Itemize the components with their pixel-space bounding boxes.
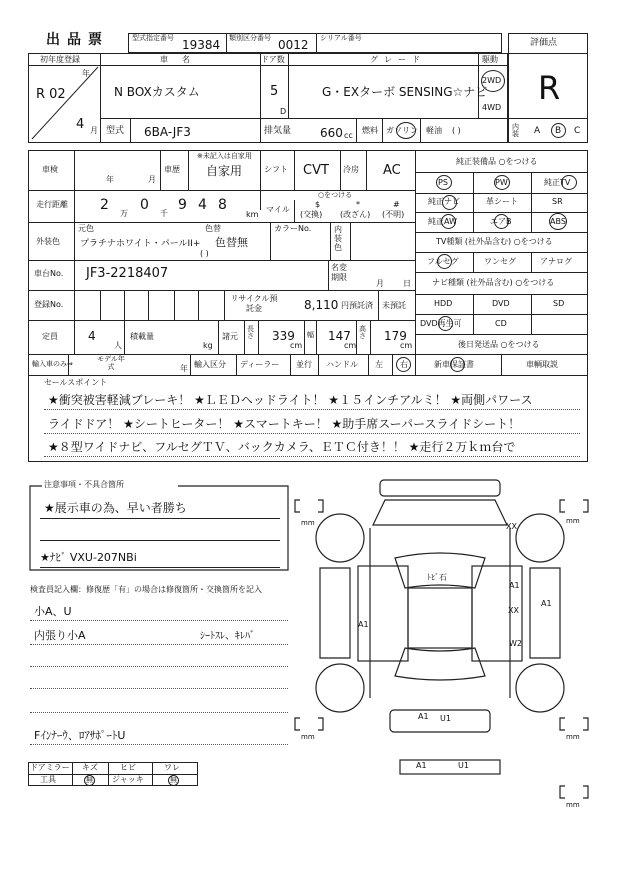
capacity-value: 4 bbox=[88, 329, 96, 343]
history-label: 車歴 bbox=[164, 165, 180, 174]
mile-label: マイル bbox=[266, 205, 290, 214]
displacement-value: 660 bbox=[320, 126, 343, 140]
notes-label: 注意事項・不具合箇所 bbox=[44, 480, 124, 489]
change-paren: ( ) bbox=[200, 249, 209, 258]
navi-dvdplay: DVD再生可 bbox=[420, 319, 462, 328]
color-label: 外装色 bbox=[36, 237, 60, 246]
mm-unit-2: mm bbox=[566, 517, 580, 525]
first-reg-year: R 02 bbox=[36, 87, 66, 102]
inspector-line-2b: ｼｰﾄｽﾚ、ｷﾚﾊﾞ bbox=[200, 631, 255, 642]
diagram-mark-a1-r1: A1 bbox=[509, 581, 520, 590]
equip-navi: 純正ナビ bbox=[428, 197, 460, 206]
doors-value: 5 bbox=[270, 84, 279, 99]
model-cert-no: 19384 bbox=[182, 38, 221, 52]
legend-jack: ジャッキ bbox=[112, 775, 144, 784]
interior-c: C bbox=[574, 126, 581, 136]
diagram-mark-tobiishi: ﾄﾋﾞ石 bbox=[427, 573, 447, 582]
vehicle-diagram bbox=[290, 478, 595, 808]
equip-pw: PW bbox=[495, 178, 508, 187]
import-div-label: 輸入区分 bbox=[194, 360, 226, 369]
not-deposited: 未預託 bbox=[382, 301, 406, 310]
import-label: 輸入車のみ⇒ bbox=[32, 360, 73, 368]
class-label: 類別区分番号 bbox=[229, 34, 271, 42]
load-kg: kg bbox=[203, 341, 213, 350]
interior-color-label: 内装色 bbox=[334, 225, 342, 252]
diagram-mark-a1-rear: A1 bbox=[418, 712, 429, 721]
navi-cd: CD bbox=[495, 319, 507, 328]
opt1-sym: $ bbox=[315, 200, 321, 209]
model-year-label: モデル年式 bbox=[97, 355, 125, 371]
orig-color-value: プラチナホワイト・パールII+ bbox=[80, 239, 201, 249]
handle-right: 右 bbox=[400, 360, 408, 369]
legend-tools: 工具 bbox=[40, 775, 56, 784]
equip-aw: 純正AW bbox=[428, 217, 457, 226]
diagram-mark-xx-top: XX bbox=[506, 522, 517, 531]
chassis-label: 車台No. bbox=[34, 269, 64, 278]
chassis-value: JF3-2218407 bbox=[86, 266, 169, 281]
mileage-d5: 8 bbox=[218, 197, 227, 213]
equip-leather: 革シート bbox=[486, 197, 518, 206]
mileage-km: km bbox=[246, 210, 259, 219]
sales-line-1: ★衝突被害軽減ブレーキ！ ★ＬＥＤヘッドライト！ ★１５インチアルミ！ ★両側パワース bbox=[48, 393, 533, 407]
legend-crack: ヒビ bbox=[120, 763, 136, 772]
document-title: 出品票 bbox=[46, 32, 109, 48]
inspector-line-1: 小A、U bbox=[34, 605, 72, 618]
light-oil-value: ( ) bbox=[452, 126, 461, 135]
drive-4wd: 4WD bbox=[482, 103, 502, 112]
cc-unit: cc bbox=[344, 131, 353, 140]
diagram-mark-a1-bumper: A1 bbox=[416, 761, 427, 770]
model-cert-label: 型式指定番号 bbox=[132, 34, 174, 42]
mileage-d2: 0 bbox=[140, 197, 149, 213]
capacity-label: 定員 bbox=[42, 332, 58, 341]
height-label: 高さ bbox=[359, 325, 366, 340]
interior-label: 内装 bbox=[512, 123, 519, 138]
name-change-day: 日 bbox=[403, 279, 411, 288]
shaken-year-unit: 年 bbox=[106, 175, 114, 184]
diagram-mark-a1-r2: A1 bbox=[541, 599, 552, 608]
recycle-value: 8,110 bbox=[304, 298, 339, 312]
legend-break: ワレ bbox=[164, 763, 180, 772]
height-value: 179 bbox=[384, 329, 407, 343]
equip-airbag: エアB bbox=[490, 217, 512, 226]
notes-line-2: ★ﾅﾋﾞ VXU-207NBi bbox=[40, 551, 137, 564]
score-label: 評価点 bbox=[530, 38, 558, 48]
notes-line-1: ★展示車の為、早い者勝ち bbox=[44, 501, 187, 515]
mm-unit-1: mm bbox=[301, 519, 315, 527]
opt2-sym: * bbox=[356, 200, 360, 209]
shaken-label: 車検 bbox=[42, 165, 58, 174]
grade-value: G・EXターボ SENSING☆ナビ bbox=[322, 85, 488, 99]
capacity-unit: 人 bbox=[114, 341, 122, 350]
class-no: 0012 bbox=[278, 38, 309, 52]
parallel: 並行 bbox=[296, 360, 312, 369]
recycle-label: リサイクル預託金 bbox=[230, 294, 278, 313]
mileage-circle-note: ○をつける bbox=[318, 191, 353, 199]
opt3-text: (不明) bbox=[382, 210, 405, 219]
tv-oneseg: ワンセグ bbox=[484, 257, 516, 266]
serial-label: シリアル番号 bbox=[320, 34, 362, 42]
history-value: 自家用 bbox=[206, 164, 243, 178]
car-name-label: 車名 bbox=[160, 55, 204, 64]
mileage-d3: 9 bbox=[178, 197, 187, 213]
opt2-text: (改ざん) bbox=[340, 210, 371, 219]
doors-label: ドア数 bbox=[261, 55, 285, 64]
recycle-suffix: 円預託済 bbox=[341, 301, 373, 310]
later-warranty: 新車保証書 bbox=[434, 360, 474, 369]
displacement-label: 排気量 bbox=[264, 126, 292, 136]
navi-sd: SD bbox=[553, 299, 565, 308]
diagram-mark-u1-rear: U1 bbox=[440, 714, 451, 723]
legend-door-mirror: ドアミラー bbox=[30, 763, 70, 772]
width-cm: cm bbox=[344, 341, 357, 350]
equip-tv: 純正TV bbox=[544, 178, 571, 187]
sales-point-label: セールスポイント bbox=[44, 378, 108, 387]
length-cm: cm bbox=[290, 341, 303, 350]
first-reg-month: 4 bbox=[76, 117, 85, 132]
tv-header: TV種類 (社外品含む) ○をつける bbox=[436, 237, 553, 246]
navi-header: ナビ種類 (社外品含む) ○をつける bbox=[432, 278, 555, 287]
diagram-mark-xx-r: XX bbox=[508, 606, 519, 615]
length-value: 339 bbox=[272, 329, 295, 343]
equip-abs: ABS bbox=[550, 217, 566, 226]
drive-label: 駆動 bbox=[482, 55, 498, 64]
opt1-text: (交換) bbox=[300, 210, 323, 219]
model-value: 6BA-JF3 bbox=[144, 125, 191, 139]
name-change-month: 月 bbox=[376, 279, 384, 288]
inspector-line-3: Fｲﾝﾅｰｳ、ﾛｱｻﾎﾟｰﾄU bbox=[34, 729, 126, 742]
equip-ps: PS bbox=[438, 178, 448, 187]
color-no-label: カラーNo. bbox=[274, 224, 312, 233]
mm-unit-3: mm bbox=[301, 733, 315, 741]
grade-label: グレード bbox=[370, 55, 426, 64]
inspector-line-2: 内張り小A bbox=[34, 629, 86, 642]
change-color-value: 色替無 bbox=[215, 236, 248, 249]
diagram-mark-w2: W2 bbox=[509, 639, 522, 648]
light-oil-label: 軽油 bbox=[426, 126, 442, 135]
dealer: ディーラー bbox=[240, 360, 280, 369]
car-name: N BOXカスタム bbox=[114, 85, 200, 99]
inspector-label: 検査員記入欄：修復歴「有」の場合は修復箇所・交換箇所を記入 bbox=[30, 585, 262, 594]
height-cm: cm bbox=[400, 341, 413, 350]
model-label: 型式 bbox=[106, 126, 125, 136]
reg-no-label: 登録No. bbox=[34, 300, 64, 309]
aircon-value: AC bbox=[383, 163, 401, 178]
history-note: ※未記入は自家用 bbox=[197, 152, 252, 160]
handle-left: 左 bbox=[375, 360, 383, 369]
handle-label: ハンドル bbox=[326, 360, 358, 369]
diagram-mark-a1-l: A1 bbox=[358, 620, 369, 629]
legend-tools-value: 無 bbox=[86, 776, 93, 784]
mileage-label: 走行距離 bbox=[36, 200, 68, 209]
tv-fullseg: フルセグ bbox=[427, 257, 459, 266]
fuel-label: 燃料 bbox=[362, 126, 378, 135]
sales-line-3: ★８型ワイドナビ、フルセグＴＶ、バックカメラ、ＥＴＣ付き！！ ★走行２万ｋｍ台で bbox=[48, 440, 516, 454]
later-manual: 車輌取説 bbox=[526, 360, 558, 369]
name-change-label: 名変期限 bbox=[331, 263, 347, 282]
opt3-sym: # bbox=[393, 200, 400, 209]
mileage-d4: 4 bbox=[198, 197, 207, 213]
orig-color-label: 元色 bbox=[78, 224, 94, 233]
diagram-mark-u1-bumper: U1 bbox=[458, 761, 469, 770]
mileage-sen: 千 bbox=[160, 209, 168, 218]
interior-b: B bbox=[555, 126, 562, 136]
tv-analog: アナログ bbox=[540, 257, 572, 266]
legend-jack-value: 無 bbox=[170, 776, 177, 784]
drive-2wd: 2WD bbox=[482, 76, 502, 85]
year-unit: 年 bbox=[82, 69, 90, 78]
first-reg-label: 初年度登録 bbox=[40, 55, 80, 64]
load-label: 積載量 bbox=[130, 332, 154, 341]
aircon-label: 冷房 bbox=[343, 165, 359, 174]
dim-label: 諸元 bbox=[222, 332, 238, 341]
equip-sr: SR bbox=[552, 197, 563, 206]
doors-sub: D bbox=[280, 107, 287, 116]
model-year-unit: 年 bbox=[180, 364, 188, 373]
mileage-d1: 2 bbox=[100, 197, 109, 213]
interior-a: A bbox=[534, 126, 541, 136]
width-value: 147 bbox=[328, 329, 351, 343]
shift-label: シフト bbox=[264, 165, 288, 174]
shaken-month-unit: 月 bbox=[148, 175, 156, 184]
mm-unit-5: mm bbox=[566, 801, 580, 809]
navi-hdd: HDD bbox=[434, 299, 453, 308]
sales-line-2: ライドドア！ ★シートヒーター！ ★スマートキー！ ★助手席スーパースライドシート！ bbox=[48, 417, 521, 431]
width-label: 幅 bbox=[307, 331, 314, 339]
fuel-value: ガソリン bbox=[386, 126, 418, 135]
mileage-man: 万 bbox=[120, 209, 128, 218]
equip-header: 純正装備品 ○をつける bbox=[456, 157, 538, 166]
month-unit: 月 bbox=[90, 126, 98, 135]
navi-dvd: DVD bbox=[492, 299, 510, 308]
length-label: 長さ bbox=[247, 325, 254, 340]
change-color-label: 色替 bbox=[205, 224, 221, 233]
score-value: R bbox=[538, 69, 561, 107]
shift-value: CVT bbox=[303, 163, 329, 178]
later-header: 後日発送品 ○をつける bbox=[458, 340, 540, 349]
mm-unit-4: mm bbox=[566, 733, 580, 741]
legend-scratch: キズ bbox=[82, 763, 98, 772]
